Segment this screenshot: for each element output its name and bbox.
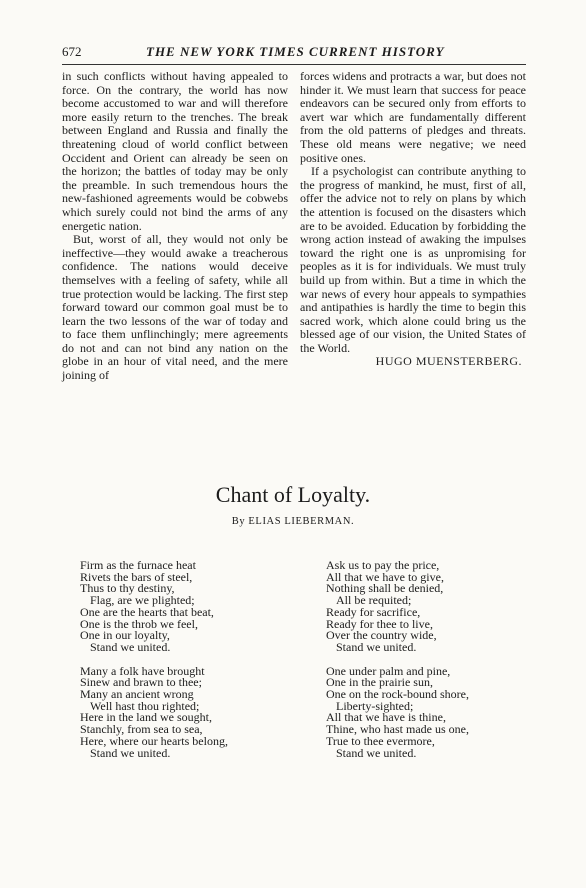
byline-by: By: [231, 516, 246, 527]
poem-line: Liberty-sighted;: [336, 698, 414, 713]
poem-line: Rivets the bars of steel,: [80, 569, 193, 584]
article-right-column: [300, 70, 526, 369]
poem-line: True to thee evermore,: [326, 733, 435, 748]
poem-line: Flag, are we plighted;: [90, 593, 195, 608]
poem-stanza: [326, 663, 469, 760]
page-header: [62, 44, 524, 62]
poem-line: Stand we united.: [336, 745, 417, 760]
poem-line: Stand we united.: [90, 639, 171, 654]
article-paragraph: But, worst of all, they would not only be ineffective—they would awake a treacherous confidence. The nations would deceive themselves with a feeling of safety, while all true protection would be lacking. The first step forward toward our common goal must be to learn the two lessons of the war of today and to face them unflinchingly; mere agreements do not and can not bind any nation on the globe in an hour of vital need, and the mere joining of: [62, 232, 288, 383]
poem-line: All that we have is thine,: [326, 710, 446, 725]
poem-right-column: [326, 560, 469, 771]
poem-line: Thine, who hast made us one,: [326, 722, 469, 737]
header-rule: [62, 64, 526, 65]
poem-line: One on the rock-bound shore,: [326, 687, 469, 702]
page-number: 672: [62, 44, 82, 59]
poem-line: Stanchly, from sea to sea,: [80, 722, 203, 737]
running-head: THE NEW YORK TIMES CURRENT HISTORY: [146, 44, 445, 59]
poem-line: All that we have to give,: [326, 569, 444, 584]
poem-line: One under palm and pine,: [326, 663, 451, 678]
poem-line: One in our loyalty,: [80, 628, 170, 643]
poem-left-column: [80, 560, 228, 771]
poem-line: Well hast thou righted;: [90, 698, 200, 713]
poem-stanza: [326, 560, 469, 654]
poem-line: Sinew and brawn to thee;: [80, 675, 202, 690]
poem-line: One are the hearts that beat,: [80, 604, 214, 619]
poem-line: One in the prairie sun,: [326, 675, 433, 690]
poem-title: Chant of Loyalty.: [215, 482, 371, 507]
byline-author: ELIAS LIEBERMAN.: [248, 516, 355, 527]
poem-line: Here, where our hearts belong,: [80, 733, 228, 748]
poem-line: One is the throb we feel,: [80, 616, 198, 631]
poem-line: Over the country wide,: [326, 628, 437, 643]
poem-stanza: [80, 663, 228, 760]
poem-line: Thus to thy destiny,: [80, 581, 175, 596]
poem-line: Here in the land we sought,: [80, 710, 212, 725]
poem-line: Firm as the furnace heat: [80, 558, 196, 572]
poem-stanza: [80, 560, 228, 654]
article-left-column: [62, 70, 288, 383]
article-paragraph: If a psychologist can contribute anything to the progress of mankind, he must, first of all, offer the advice not to rely on plans by which the attention is focused on the disasters which are to be avoided. Education by forbidding the wrong action instead of awaking the impulses toward the right one is as unpromising for peoples as it is for individuals. We must truly build up from within. But a time in which the war news of every hour appeals to sympathies and antipathies is hardly the time to begin this sacred work, which alone could bring us the blessed age of our vision, the United States of the World.: [300, 164, 526, 355]
poem-line: Ready for sacrifice,: [326, 604, 421, 619]
article-paragraph: forces widens and protracts a war, but does not hinder it. We must learn that success for peace endeavors can be secured only from efforts to avert war which are fundamentally different from the old patterns of pledges and threats. These old means were negative; we need positive ones.: [300, 69, 526, 165]
poem-line: Many an ancient wrong: [80, 687, 194, 702]
poem-line: Stand we united.: [336, 639, 417, 654]
poem-line: Ask us to pay the price,: [326, 558, 440, 572]
article-paragraph: in such conflicts without having appealed to force. On the contrary, the world has now become accustomed to war and will therefore more easily return to the trenches. The break between England and Russia and finally the threatening cloud of world conflict between Occident and Orient can already be seen on the horizon; the battles of today may be only the preamble. In such tremendous hours the new-fashioned agreements would be cobwebs which surely could not bind the arms of any energetic nation.: [62, 69, 288, 233]
poem-line: Many a folk have brought: [80, 663, 205, 678]
poem-byline: [0, 516, 586, 527]
poem-line: All be requited;: [336, 593, 412, 608]
article-signature: HUGO MUENSTERBERG.: [375, 354, 522, 369]
poem-line: Ready for thee to live,: [326, 616, 433, 631]
poem-line: Nothing shall be denied,: [326, 581, 444, 596]
poem-line: Stand we united.: [90, 745, 171, 760]
